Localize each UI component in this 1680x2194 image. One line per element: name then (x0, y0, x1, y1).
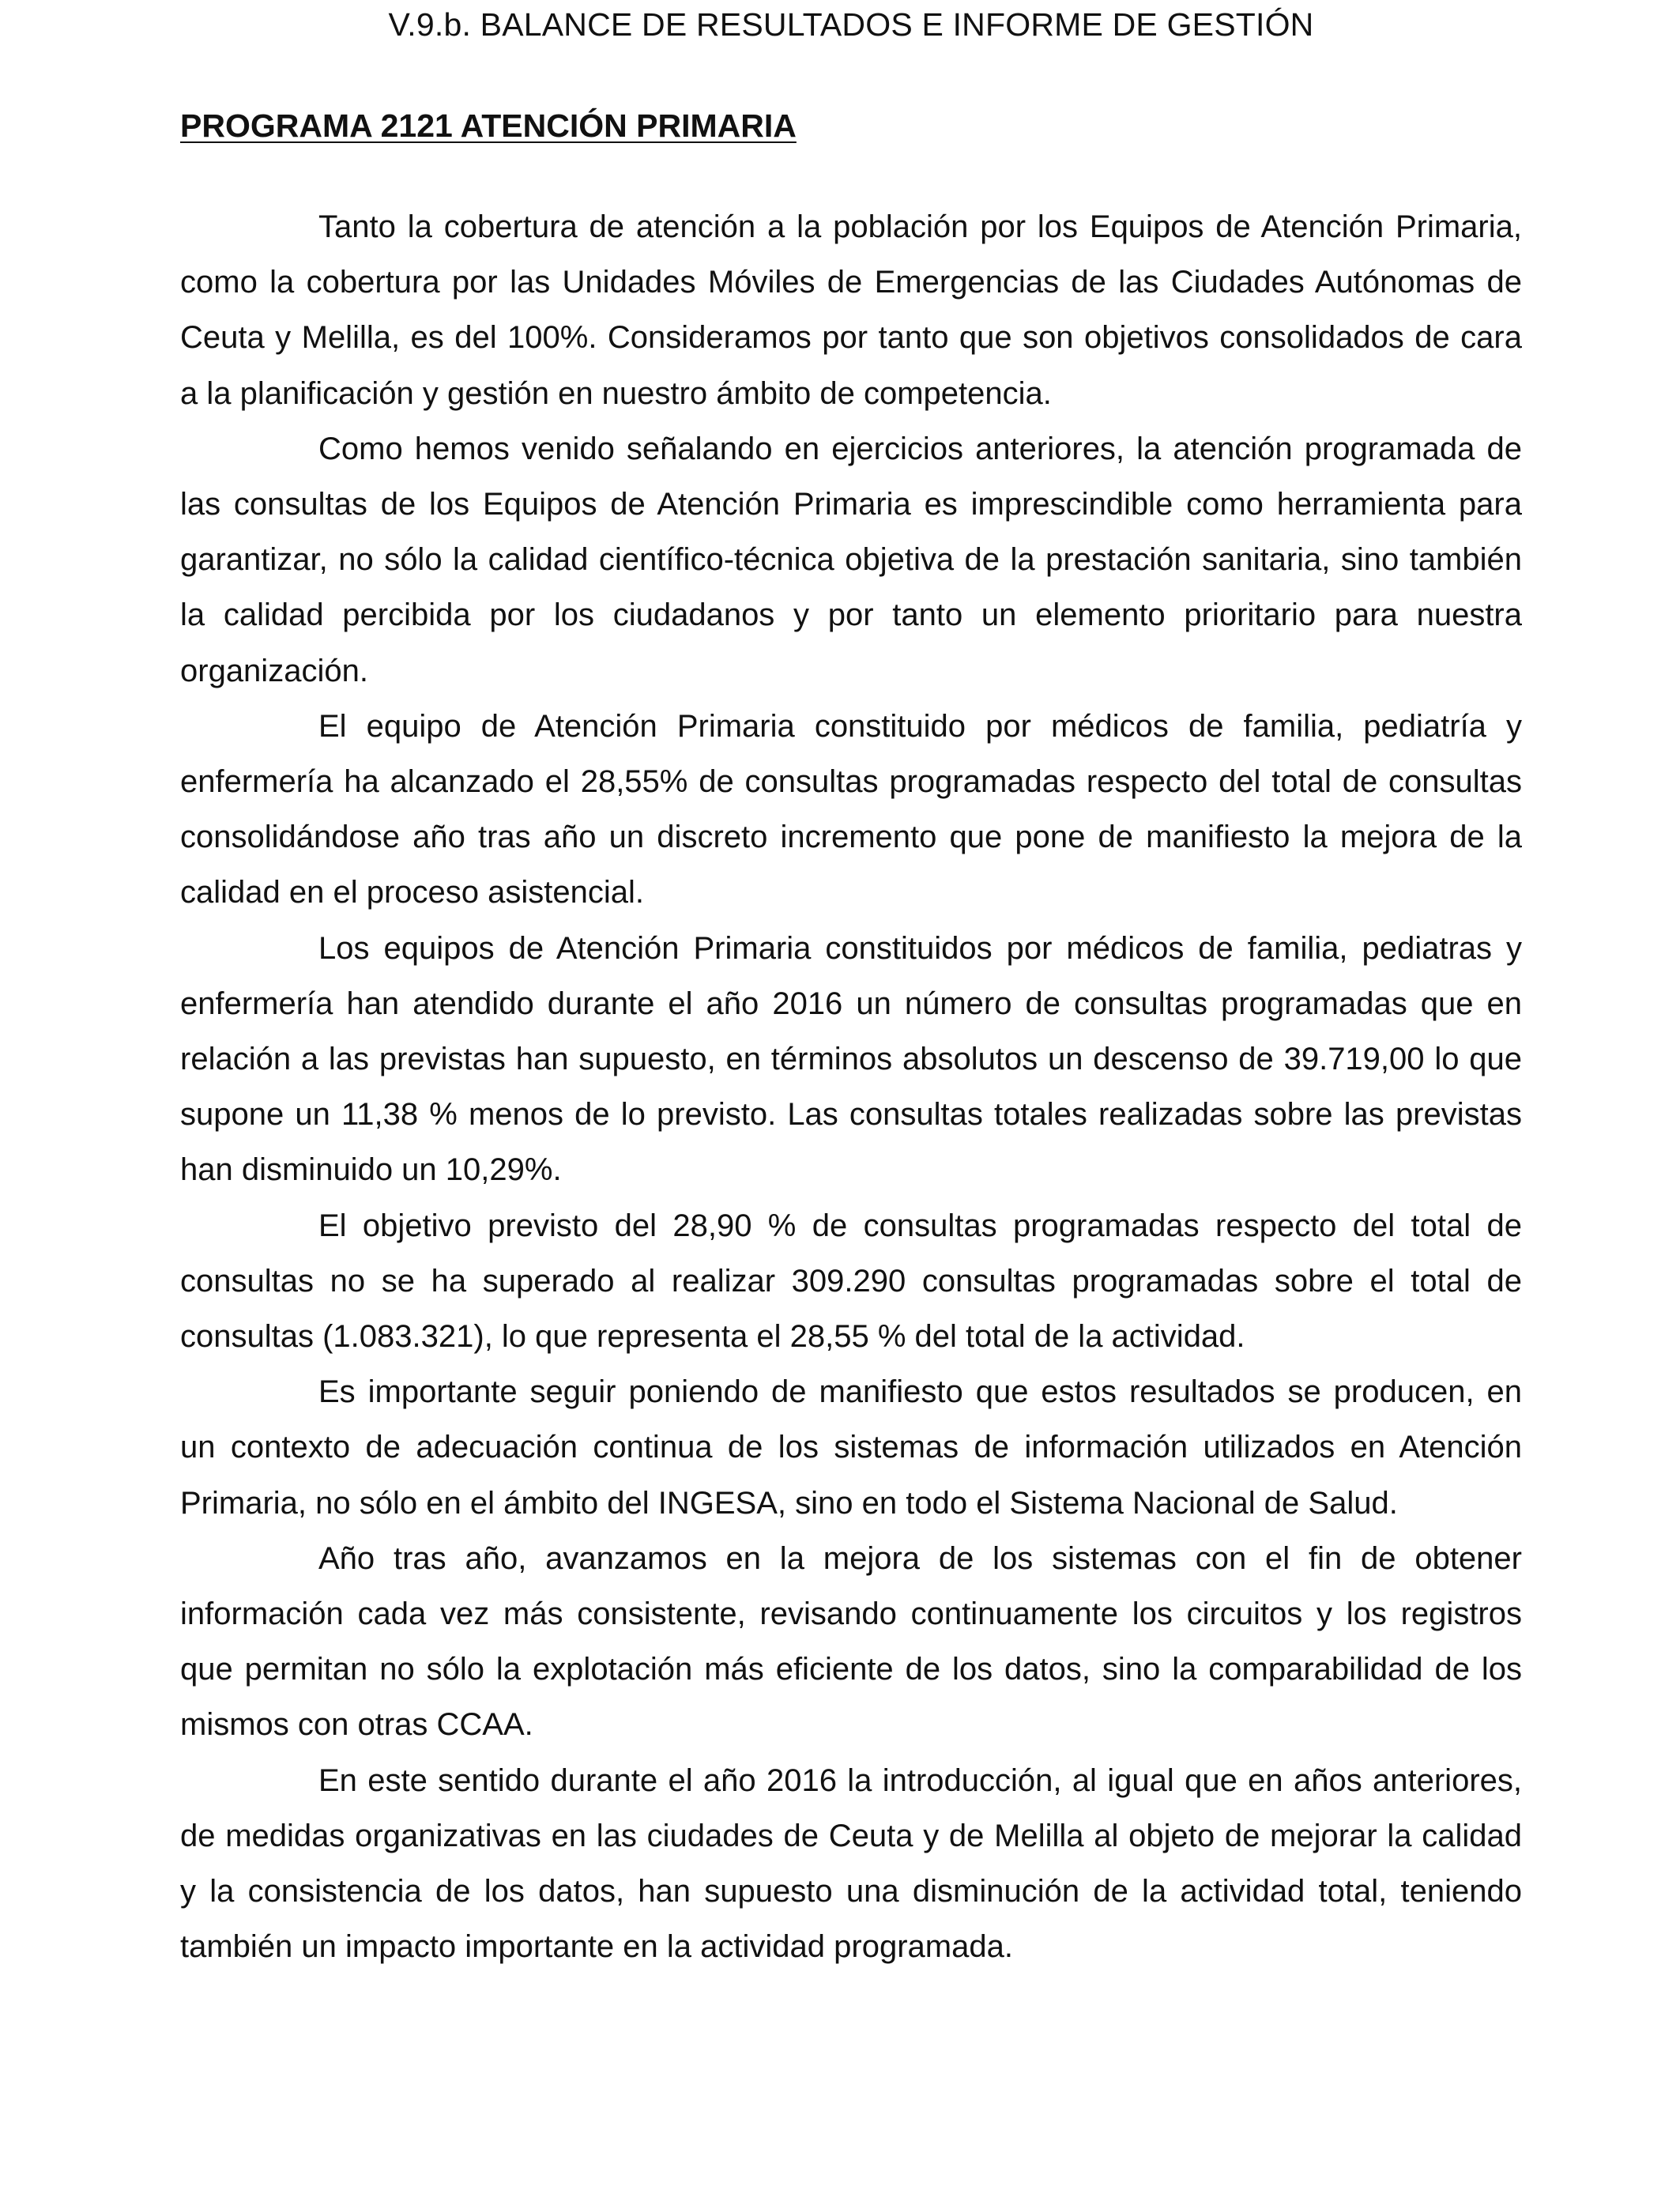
document-title: V.9.b. BALANCE DE RESULTADOS E INFORME DE GESTIÓN (388, 6, 1314, 43)
paragraph: Es importante seguir poniendo de manifiesto que estos resultados se producen, en un contexto de adecuación continua de los sistemas de información utilizados en Atención Primaria, no sólo en el ámbito del INGESA, sino en todo el Sistema Nacional de Salud. (180, 1374, 1522, 1521)
paragraph: Los equipos de Atención Primaria constituidos por médicos de familia, pediatras y enfermería han atendido durante el año 2016 un número de consultas programadas que en relación a las previstas han supuesto, en términos absolutos un descenso de 39.719,00 lo que supone un 11,38 % menos de lo previsto. Las consultas totales realizadas sobre las previstas han disminuido un 10,29%. (180, 930, 1522, 1188)
paragraph: El objetivo previsto del 28,90 % de consultas programadas respecto del total de consultas no se ha superado al realizar 309.290 consultas programadas sobre el total de consultas (1.083.321), lo que representa el 28,55 % del total de la actividad. (180, 1208, 1522, 1355)
paragraph: Tanto la cobertura de atención a la población por los Equipos de Atención Primaria, como la cobertura por las Unidades Móviles de Emergencias de las Ciudades Autónomas de Ceuta y Melilla, es del 100%. Consideramos por tanto que son objetivos consolidados de cara a la planificación y gestión en nuestro ámbito de competencia. (180, 209, 1522, 411)
paragraph: En este sentido durante el año 2016 la introducción, al igual que en años anteriores, de medidas organizativas en las ciudades de Ceuta y de Melilla al objeto de mejorar la calidad y la consistencia de los datos, han supuesto una disminución de la actividad total, teniendo también un impacto importante en la actividad programada. (180, 1762, 1522, 1965)
paragraph: El equipo de Atención Primaria constituido por médicos de familia, pediatría y enfermería ha alcanzado el 28,55% de consultas programadas respecto del total de consultas consolidándose año tras año un discreto incremento que pone de manifiesto la mejora de la calidad en el proceso asistencial. (180, 708, 1522, 910)
paragraph: Como hemos venido señalando en ejercicios anteriores, la atención programada de las consultas de los Equipos de Atención Primaria es imprescindible como herramienta para garantizar, no sólo la calidad científico-técnica objetiva de la prestación sanitaria, sino también la calidad percibida por los ciudadanos y por tanto un elemento prioritario para nuestra organización. (180, 431, 1522, 688)
paragraph: Año tras año, avanzamos en la mejora de los sistemas con el fin de obtener información cada vez más consistente, revisando continuamente los circuitos y los registros que permitan no sólo la explotación más eficiente de los datos, sino la comparabilidad de los mismos con otras CCAA. (180, 1540, 1522, 1743)
document-body (180, 199, 1522, 1975)
program-heading: PROGRAMA 2121 ATENCIÓN PRIMARIA (180, 107, 797, 144)
